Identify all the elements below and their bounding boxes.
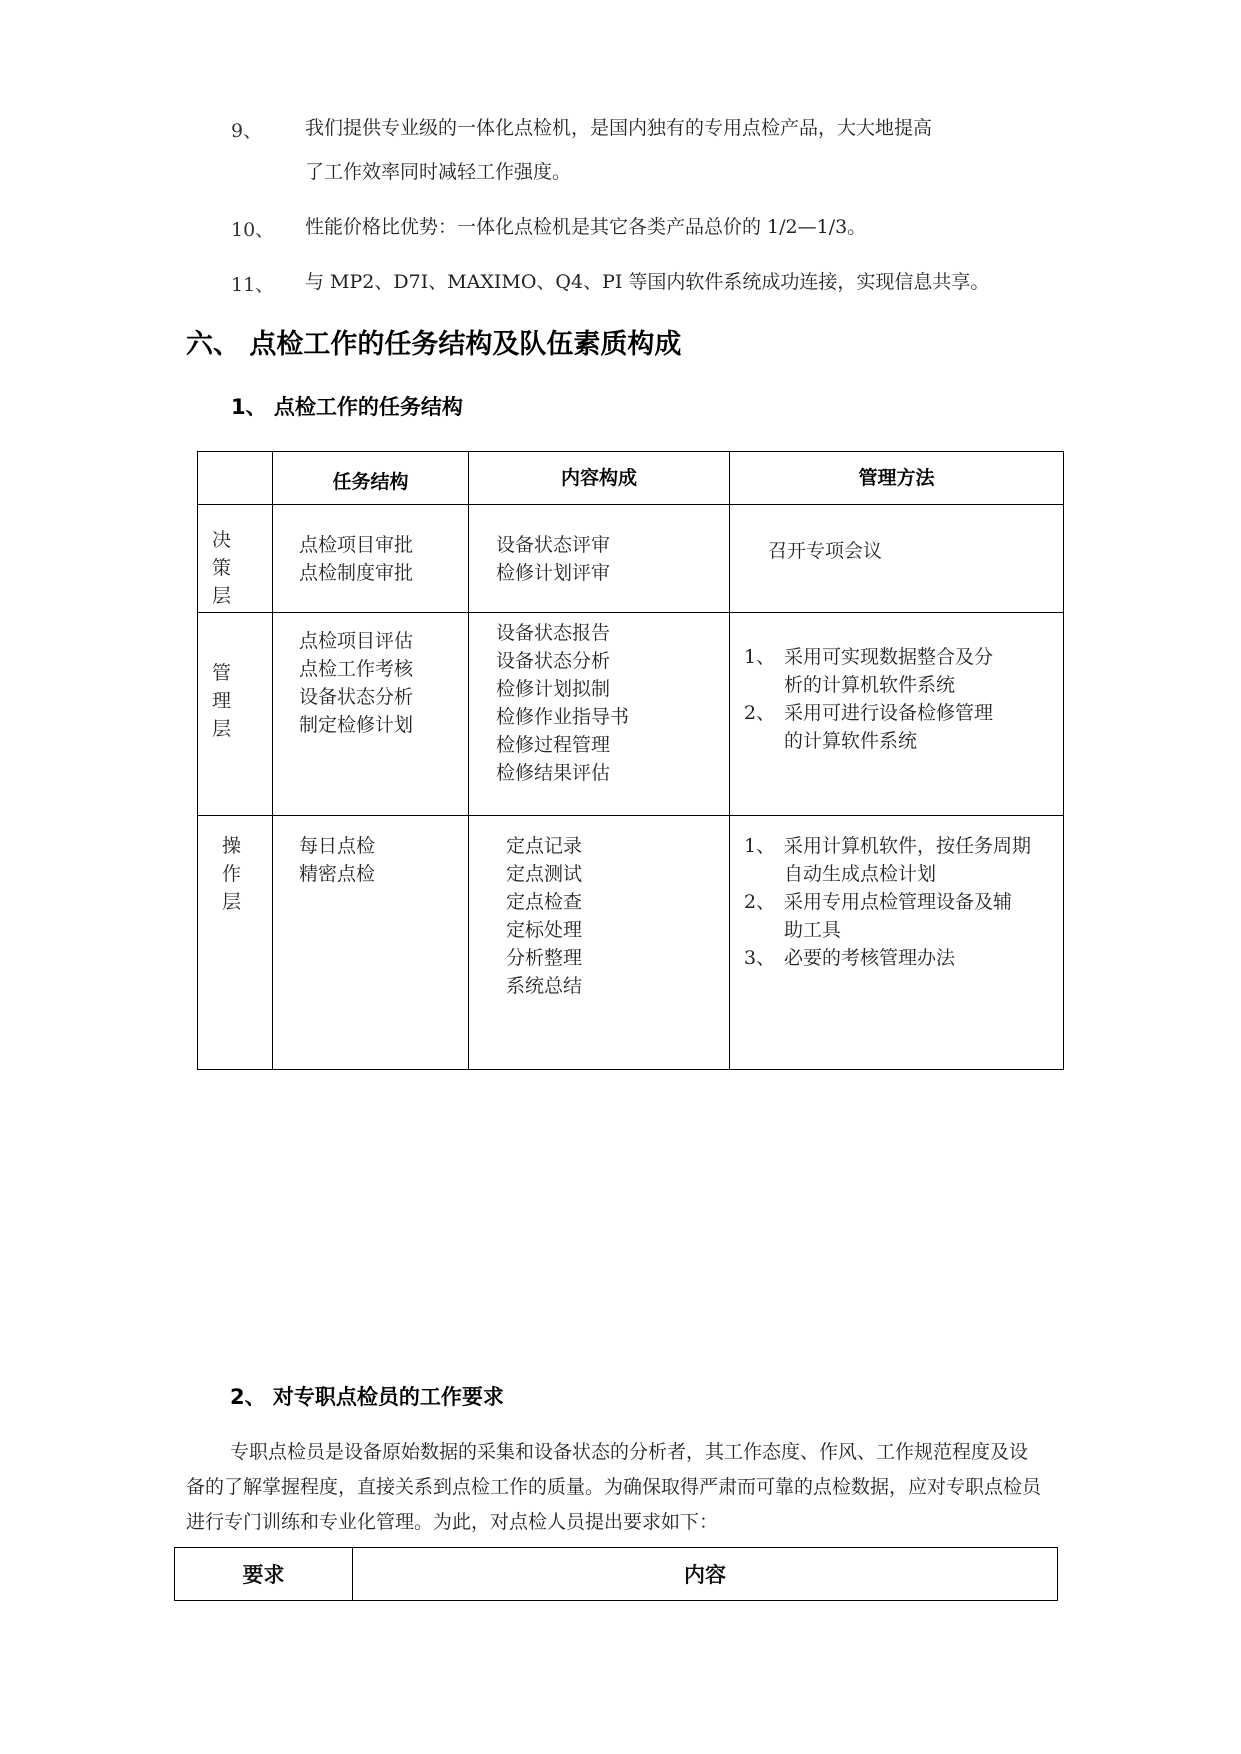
task-cell: [273, 816, 469, 1070]
task-item: 点检项目评估: [299, 630, 414, 652]
body-paragraph: 专职点检员是设备原始数据的采集和设备状态的分析者，其工作态度、作风、工作规范程度及设备的了解掌握程度，直接关系到点检工作的质量。为确保取得严肃而可靠的点检数据，应对专职点检员进行专门训练和专业化管理。为此，对点检人员提出要求如下：: [186, 1441, 1042, 1533]
task-item: 每日点检: [299, 835, 376, 857]
task-item: 点检制度审批: [299, 562, 414, 584]
header-management-method: 管理方法: [730, 452, 1064, 505]
method-item: 召开专项会议: [768, 540, 883, 562]
table-header-row: [175, 1548, 1058, 1601]
list-text: 我们提供专业级的一体化点检机，是国内独有的专用点检产品，大大地提高: [305, 117, 933, 139]
subsection-heading: 1、 点检工作的任务结构: [231, 395, 463, 419]
content-item: 检修作业指导书: [496, 706, 630, 728]
method-item: 1、 采用计算机软件，按任务周期 自动生成点检计划: [744, 835, 1032, 885]
method-cell: [730, 505, 1064, 613]
task-item: 制定检修计划: [299, 714, 414, 736]
task-cell: [273, 613, 469, 816]
layer-label: 决 策 层: [198, 505, 273, 613]
content-item: 定点测试: [506, 863, 583, 885]
content-item: 分析整理: [506, 947, 583, 969]
content-cell: [469, 505, 730, 613]
method-item: 2、 采用专用点检管理设备及辅 助工具: [744, 891, 1013, 941]
content-item: 设备状态分析: [496, 650, 611, 672]
table-row-management: [198, 613, 1064, 816]
method-cell: [730, 613, 1064, 816]
task-item: 点检工作考核: [299, 658, 414, 680]
task-cell: [273, 505, 469, 613]
list-number: 11、: [231, 274, 275, 296]
content-cell: [469, 816, 730, 1070]
content-item: 检修过程管理: [496, 734, 611, 756]
task-item: 设备状态分析: [299, 686, 414, 708]
list-number: 10、: [231, 219, 275, 241]
table-row-operation: [198, 816, 1064, 1070]
content-cell: [469, 613, 730, 816]
method-item: 2、 采用可进行设备检修管理 的计算软件系统: [744, 702, 994, 752]
content-item: 定点检查: [506, 891, 583, 913]
content-item: 系统总结: [506, 975, 583, 997]
method-cell: [730, 816, 1064, 1070]
content-item: 检修结果评估: [496, 762, 611, 784]
list-number: 9、: [231, 120, 263, 142]
content-item: 设备状态评审: [496, 534, 611, 556]
list-text: 性能价格比优势：一体化点检机是其它各类产品总价的 1/2—1/3。: [305, 216, 867, 238]
content-item: 定标处理: [506, 919, 583, 941]
layer-label: 管 理 层: [198, 613, 273, 816]
task-item: 精密点检: [299, 863, 376, 885]
header-corner: [198, 452, 273, 505]
content-item: 检修计划评审: [496, 562, 611, 584]
header-content: 内容构成: [469, 452, 730, 505]
method-item: 1、 采用可实现数据整合及分 析的计算机软件系统: [744, 646, 994, 696]
content-item: 定点记录: [506, 835, 583, 857]
list-text: 与 MP2、D7I、MAXIMO、Q4、PI 等国内软件系统成功连接，实现信息共享。: [305, 271, 990, 293]
layer-label: 操 作 层: [198, 816, 273, 1070]
subsection-heading: 2、 对专职点检员的工作要求: [230, 1385, 504, 1409]
list-text: 了工作效率同时减轻工作强度。: [305, 161, 572, 183]
header-task-structure: 任务结构: [273, 452, 469, 505]
content-item: 检修计划拟制: [496, 678, 611, 700]
task-structure-table: [197, 451, 1064, 1070]
content-item: 设备状态报告: [496, 622, 611, 644]
table-row-decision: [198, 505, 1064, 613]
section-heading: 六、 点检工作的任务结构及队伍素质构成: [186, 329, 682, 360]
header-requirement: 要求: [175, 1548, 353, 1601]
task-item: 点检项目审批: [299, 534, 414, 556]
method-item: 3、 必要的考核管理办法: [744, 947, 956, 969]
table-header-row: [198, 452, 1064, 505]
requirements-table: [174, 1547, 1058, 1601]
header-content: 内容: [353, 1548, 1058, 1601]
